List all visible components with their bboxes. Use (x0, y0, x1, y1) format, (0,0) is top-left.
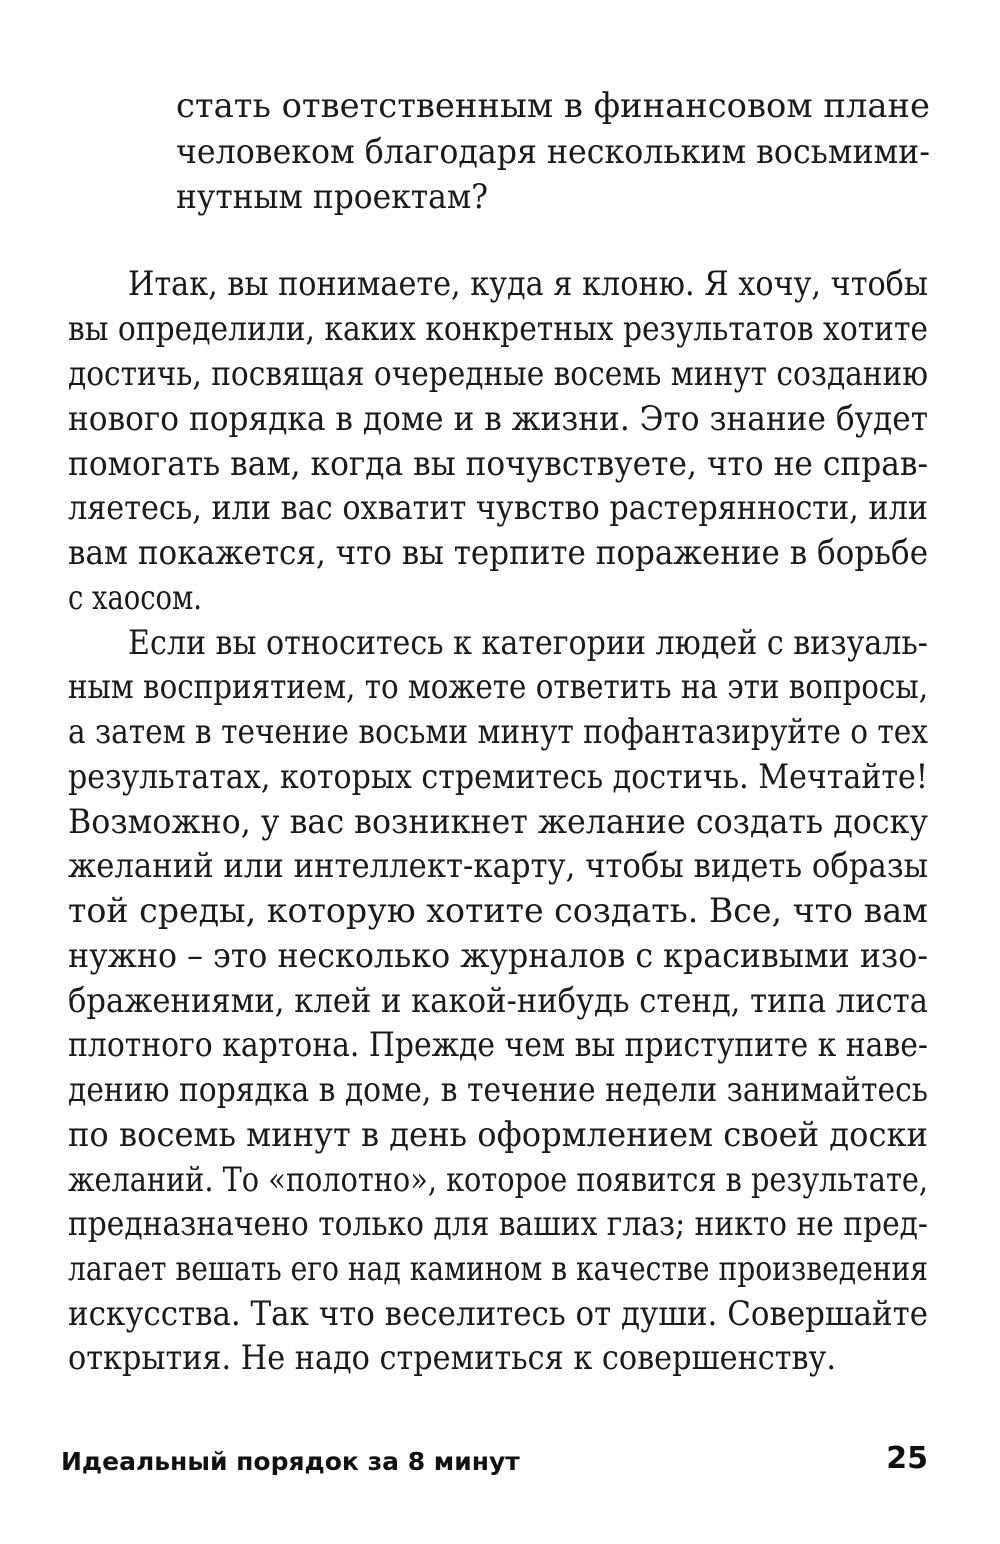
text-line-content: ляетесь, или вас охватит чувство растерянности, или (68, 488, 928, 528)
text-line-content: той среды, которую хотите создать. Все, что вам (68, 891, 928, 931)
text-line (0, 844, 1000, 888)
text-line (0, 755, 1000, 799)
text-line (0, 1292, 1000, 1336)
text-line-content: бражениями, клей и какой-нибудь стенд, типа листа (68, 981, 928, 1021)
text-line (0, 486, 1000, 530)
text-line (0, 979, 1000, 1023)
text-line (0, 1336, 1000, 1380)
text-line-content: нужно – это несколько журналов с красивыми изо- (68, 936, 928, 976)
text-line-content: предназначено только для ваших глаз; никто не пред- (68, 1204, 928, 1244)
text-line-content: лагает вешать его над камином в качестве произведения (68, 1249, 929, 1289)
text-line-content: желаний. То «полотно», которое появится в результате, (68, 1160, 929, 1200)
running-footer-title: Идеальный порядок за 8 минут (61, 1447, 520, 1476)
text-line (0, 1113, 1000, 1157)
text-line-content: плотного картона. Прежде чем вы приступите к наве- (68, 1025, 928, 1065)
text-line-content: вы определили, каких конкретных результатов хотите (68, 309, 929, 349)
text-line (0, 800, 1000, 844)
text-line (0, 1247, 1000, 1291)
text-line (0, 442, 1000, 486)
text-line-content: желаний или интеллект-карту, чтобы видеть образы (68, 846, 929, 886)
text-line-content: ным восприятием, то можете ответить на эти вопросы, (68, 667, 929, 707)
text-line-content: вам покажется, что вы терпите поражение в борьбе (68, 533, 929, 573)
text-line-content: по восемь минут в день оформлением своей доски (68, 1115, 928, 1155)
text-line (0, 889, 1000, 933)
text-line (0, 1068, 1000, 1112)
text-line (0, 1158, 1000, 1202)
text-line (0, 397, 1000, 441)
text-line-content: с хаосом. (68, 578, 203, 618)
text-line (0, 1202, 1000, 1246)
text-line-content: искусства. Так что веселитесь от души. Совершайте (68, 1294, 929, 1334)
text-line-content: нового порядка в доме и в жизни. Это знание будет (68, 399, 928, 439)
text-line (0, 665, 1000, 709)
text-line-content: Возможно, у вас возникнет желание создать доску (68, 802, 929, 842)
text-line (0, 1023, 1000, 1067)
text-line-content: достичь, посвящая очередные восемь минут созданию (68, 354, 929, 394)
text-line-content: а затем в течение восьми минут пофантазируйте о тех (68, 712, 928, 752)
text-line-content: помогать вам, когда вы почувствуете, что не справ- (68, 444, 929, 484)
text-line-content: Итак, вы понимаете, куда я клоню. Я хочу, чтобы (128, 264, 928, 304)
text-line (0, 934, 1000, 978)
text-line (0, 262, 1000, 306)
text-line (0, 175, 1000, 219)
text-line (0, 576, 1000, 620)
text-line-content: человеком благодаря нескольким восьмими- (176, 132, 930, 172)
text-line (0, 352, 1000, 396)
text-line (0, 531, 1000, 575)
text-line-content: дению порядка в доме, в течение недели занимайтесь (68, 1070, 928, 1110)
text-line-content: стать ответственным в финансовом плане (176, 86, 931, 126)
text-line-content: открытия. Не надо стремиться к совершенству. (68, 1338, 837, 1378)
text-line-content: результатах, которых стремитесь достичь. Мечтайте! (68, 757, 928, 797)
text-line-content: нутным проектам? (176, 177, 489, 217)
page-number: 25 (886, 1441, 928, 1476)
text-line (0, 84, 1000, 128)
text-line-content: Если вы относитесь к категории людей с визуаль- (128, 623, 928, 663)
text-line (0, 710, 1000, 754)
text-line (0, 130, 1000, 174)
text-line (0, 621, 1000, 665)
text-line (0, 307, 1000, 351)
